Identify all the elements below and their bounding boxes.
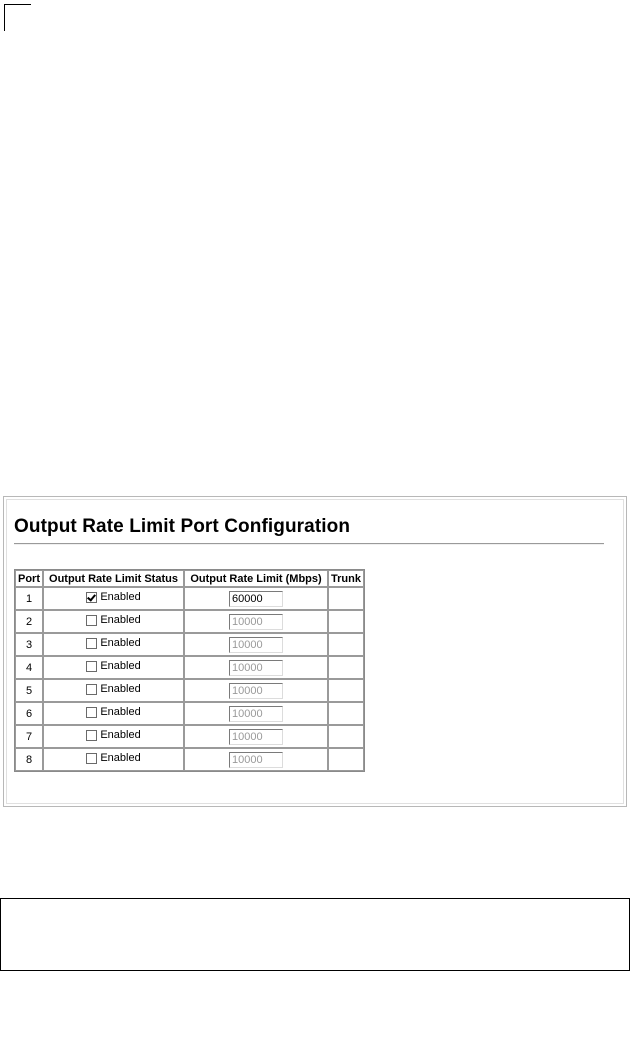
status-cell xyxy=(43,633,184,656)
limit-cell xyxy=(184,633,328,656)
trunk-cell xyxy=(328,702,364,725)
enabled-label: Enabled xyxy=(100,637,141,650)
port-number: 3 xyxy=(15,633,43,656)
limit-cell xyxy=(184,587,328,610)
header-status: Output Rate Limit Status xyxy=(43,570,184,587)
trunk-cell xyxy=(328,748,364,771)
limit-cell xyxy=(184,656,328,679)
port-number: 8 xyxy=(15,748,43,771)
rate-limit-input[interactable] xyxy=(229,683,283,699)
table-body xyxy=(15,587,364,771)
limit-cell xyxy=(184,610,328,633)
enabled-toggle[interactable] xyxy=(86,591,140,603)
port-number: 4 xyxy=(15,656,43,679)
enabled-toggle[interactable] xyxy=(86,706,140,718)
trunk-cell xyxy=(328,725,364,748)
table-row xyxy=(15,656,364,679)
enabled-toggle[interactable] xyxy=(86,729,140,741)
table-row xyxy=(15,702,364,725)
port-number: 7 xyxy=(15,725,43,748)
limit-cell xyxy=(184,702,328,725)
enabled-toggle[interactable] xyxy=(86,637,140,649)
enabled-label: Enabled xyxy=(100,660,141,673)
header-trunk: Trunk xyxy=(328,570,364,587)
enabled-checkbox[interactable] xyxy=(86,638,97,649)
status-cell xyxy=(43,656,184,679)
status-cell xyxy=(43,702,184,725)
rate-limit-input[interactable] xyxy=(229,752,283,768)
enabled-toggle[interactable] xyxy=(86,683,140,695)
status-cell xyxy=(43,587,184,610)
rate-limit-input[interactable] xyxy=(229,660,283,676)
status-cell xyxy=(43,679,184,702)
enabled-checkbox[interactable] xyxy=(86,753,97,764)
enabled-label: Enabled xyxy=(100,683,141,696)
rate-limit-input[interactable] xyxy=(229,729,283,745)
limit-cell xyxy=(184,679,328,702)
table-row xyxy=(15,633,364,656)
table-row xyxy=(15,587,364,610)
port-number: 5 xyxy=(15,679,43,702)
table-row xyxy=(15,748,364,771)
enabled-label: Enabled xyxy=(100,706,141,719)
port-number: 1 xyxy=(15,587,43,610)
enabled-checkbox[interactable] xyxy=(86,661,97,672)
trunk-cell xyxy=(328,679,364,702)
rate-limit-input[interactable] xyxy=(229,591,283,607)
rate-limit-input[interactable] xyxy=(229,614,283,630)
header-limit: Output Rate Limit (Mbps) xyxy=(184,570,328,587)
trunk-cell xyxy=(328,610,364,633)
enabled-toggle[interactable] xyxy=(86,614,140,626)
status-cell xyxy=(43,610,184,633)
rate-limit-input[interactable] xyxy=(229,637,283,653)
enabled-checkbox[interactable] xyxy=(86,684,97,695)
table-row xyxy=(15,610,364,633)
rate-limit-input[interactable] xyxy=(229,706,283,722)
note-box xyxy=(0,898,630,971)
crop-mark xyxy=(4,4,31,31)
table-header-row xyxy=(15,570,364,587)
trunk-cell xyxy=(328,587,364,610)
limit-cell xyxy=(184,748,328,771)
enabled-checkbox[interactable] xyxy=(86,592,97,603)
port-number: 2 xyxy=(15,610,43,633)
enabled-toggle[interactable] xyxy=(86,660,140,672)
page-title: Output Rate Limit Port Configuration xyxy=(14,516,351,537)
enabled-toggle[interactable] xyxy=(86,752,140,764)
enabled-label: Enabled xyxy=(100,729,141,742)
enabled-label: Enabled xyxy=(100,591,141,604)
status-cell xyxy=(43,748,184,771)
enabled-label: Enabled xyxy=(100,752,141,765)
enabled-label: Enabled xyxy=(100,614,141,627)
limit-cell xyxy=(184,725,328,748)
port-number: 6 xyxy=(15,702,43,725)
enabled-checkbox[interactable] xyxy=(86,730,97,741)
enabled-checkbox[interactable] xyxy=(86,707,97,718)
table-row xyxy=(15,725,364,748)
trunk-cell xyxy=(328,633,364,656)
title-divider xyxy=(14,543,604,545)
status-cell xyxy=(43,725,184,748)
header-port: Port xyxy=(15,570,43,587)
enabled-checkbox[interactable] xyxy=(86,615,97,626)
trunk-cell xyxy=(328,656,364,679)
rate-limit-table xyxy=(14,569,365,772)
table-row xyxy=(15,679,364,702)
